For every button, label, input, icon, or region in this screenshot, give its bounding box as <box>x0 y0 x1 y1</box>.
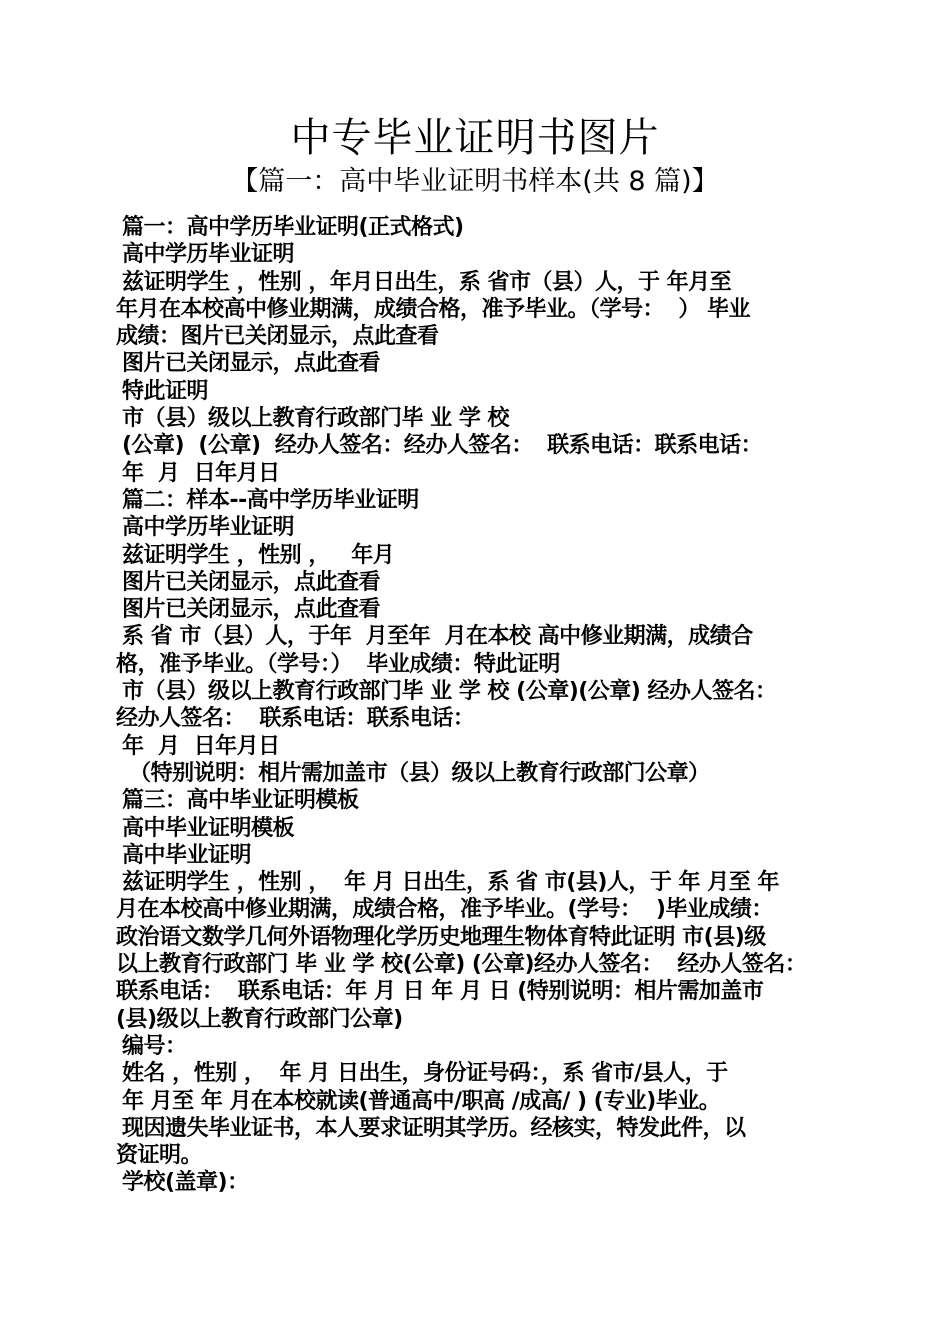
body-line: 学校(盖章)： <box>122 1170 249 1196</box>
body-line: 篇一：高中学历毕业证明(正式格式) <box>122 215 464 240</box>
body-line: 图片已关闭显示，点此查看 <box>122 569 381 595</box>
body-line: 高中学历毕业证明 <box>122 242 295 268</box>
body-line: 编号： <box>122 1033 187 1059</box>
body-line: 高中毕业证明模板 <box>122 815 295 841</box>
body-line: 成绩：图片已关闭显示，点此查看 <box>116 324 439 350</box>
body-line: 经办人签名： 联系电话：联系电话： <box>116 706 475 732</box>
body-line: 篇二：样本--高中学历毕业证明 <box>122 487 419 513</box>
body-line: 月在本校高中修业期满，成绩合格，准予毕业。(学号： )毕业成绩： <box>116 897 773 923</box>
body-line: 现因遗失毕业证书，本人要求证明其学历。经核实，特发此件，以 <box>122 1115 746 1141</box>
body-line: 格，准予毕业。（学号：） 毕业成绩：特此证明 <box>116 651 560 677</box>
document-body <box>116 214 836 1197</box>
body-line: 篇三：高中毕业证明模板 <box>122 788 359 814</box>
body-line: 特此证明 <box>122 378 209 404</box>
body-line: 政治语文数学几何外语物理化学历史地理生物体育特此证明 市(县)级 <box>116 924 766 950</box>
body-line: 兹证明学生 ，性别 ， 年 月 日出生，系 省 市(县)人，于 年 月至 年 <box>122 870 779 896</box>
body-line: 高中学历毕业证明 <box>122 515 295 541</box>
body-line: 联系电话： 联系电话：年 月 日 年 月 日 (特别说明：相片需加盖市 <box>116 979 764 1005</box>
body-line: 图片已关闭显示，点此查看 <box>122 351 381 377</box>
body-line: （特别说明：相片需加盖市（县）级以上教育行政部门公章） <box>122 760 710 786</box>
body-line: 年月在本校高中修业期满，成绩合格，准予毕业。（学号： ） 毕业 <box>116 296 750 322</box>
body-line: 高中毕业证明 <box>122 842 252 868</box>
body-line: 图片已关闭显示，点此查看 <box>122 597 381 623</box>
body-line: 兹证明学生 ，性别 ， 年月 <box>122 542 395 568</box>
document-title: 中专毕业证明书图片 <box>290 115 660 161</box>
body-line: 姓名 ，性别 ， 年 月 日出生，身份证号码：，系 省市/县人，于 <box>122 1061 728 1087</box>
body-line: 系 省 市（县）人，于年 月至年 月在本校 高中修业期满，成绩合 <box>122 624 753 650</box>
body-line: 资证明。 <box>116 1143 203 1169</box>
document-subtitle: 【篇一：高中毕业证明书样本(共 8 篇)】 <box>231 166 719 197</box>
body-line: 兹证明学生 ，性别 ，年月日出生，系 省市（县）人，于 年月至 <box>122 269 732 295</box>
body-line: 年 月至 年 月在本校就读(普通高中/职高 /成高/ ) (专业)毕业。 <box>122 1088 721 1114</box>
body-line: 年 月 日年月日 <box>122 733 280 759</box>
body-line: (县)级以上教育行政部门公章) <box>116 1006 403 1032</box>
body-line: 市（县）级以上教育行政部门毕 业 学 校 (公章)(公章) 经办人签名： <box>122 679 777 705</box>
body-line: 以上教育行政部门 毕 业 学 校(公章) (公章)经办人签名： 经办人签名： <box>116 952 807 978</box>
body-line: (公章) (公章) 经办人签名：经办人签名： 联系电话：联系电话： <box>122 433 763 459</box>
body-line: 市（县）级以上教育行政部门毕 业 学 校 <box>122 406 509 432</box>
body-line: 年 月 日年月日 <box>122 460 280 486</box>
